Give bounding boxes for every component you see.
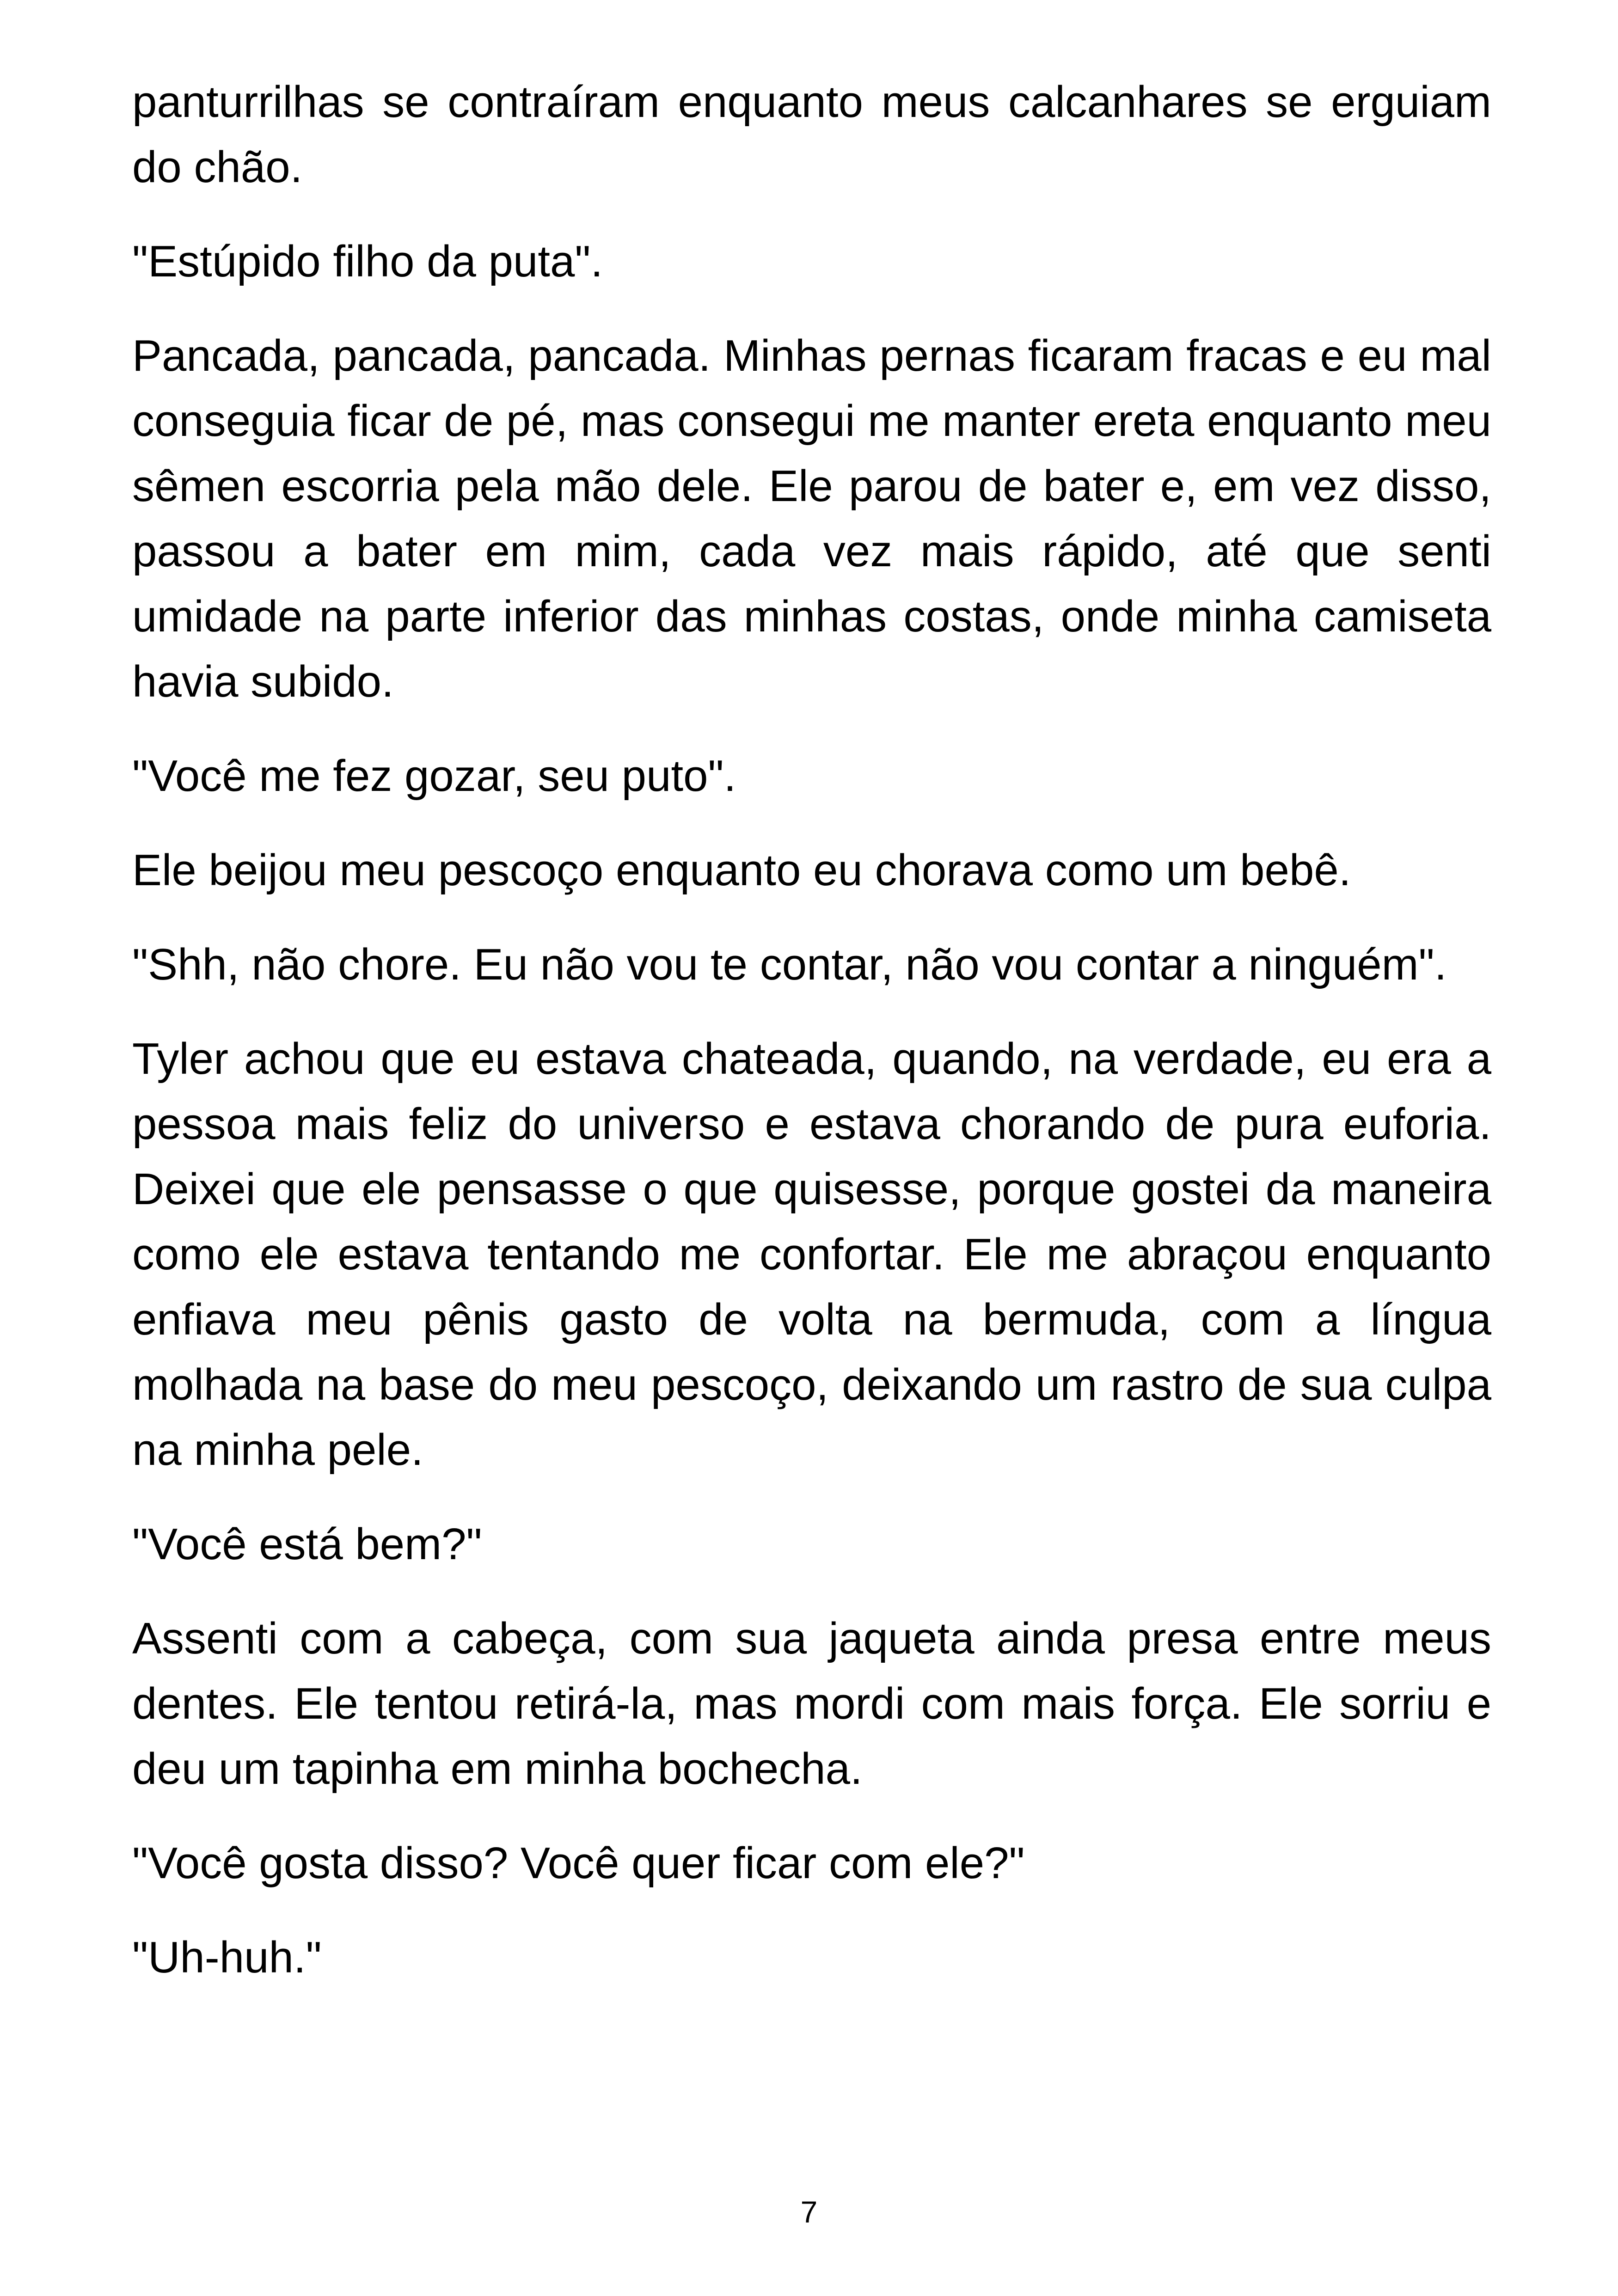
paragraph: Tyler achou que eu estava chateada, quando, na verdade, eu era a pessoa mais feliz do universo e estava chorando de pura euforia. Deixei que ele pensasse o que quisesse, porque gostei da maneira como ele estava tentando me confortar. Ele me abraçou enquanto enfiava meu pênis gasto de volta na bermuda, com a língua molhada na base do meu pescoço, deixando um rastro de sua culpa na minha pele. xyxy=(132,1034,1491,1475)
body-text xyxy=(132,69,1491,2019)
paragraph: "Estúpido filho da puta". xyxy=(132,237,603,286)
paragraph: "Você está bem?" xyxy=(132,1519,482,1569)
paragraph: Assenti com a cabeça, com sua jaqueta ainda presa entre meus dentes. Ele tentou retirá-la, mas mordi com mais força. Ele sorriu e deu um tapinha em minha bochecha. xyxy=(132,1614,1491,1794)
paragraph: Pancada, pancada, pancada. Minhas pernas ficaram fracas e eu mal conseguia ficar de pé, mas consegui me manter ereta enquanto meu sêmen escorria pela mão dele. Ele parou de bater e, em vez disso, passou a bater em mim, cada vez mais rápido, até que senti umidade na parte inferior das minhas costas, onde minha camiseta havia subido. xyxy=(132,331,1491,706)
paragraph: "Uh-huh." xyxy=(132,1933,322,1982)
paragraph: panturrilhas se contraíram enquanto meus calcanhares se erguiam do chão. xyxy=(132,77,1491,192)
page-number: 7 xyxy=(800,2195,818,2229)
paragraph: "Shh, não chore. Eu não vou te contar, não vou contar a ninguém". xyxy=(132,940,1447,989)
paragraph: "Você gosta disso? Você quer ficar com ele?" xyxy=(132,1838,1025,1888)
paragraph: Ele beijou meu pescoço enquanto eu chorava como um bebê. xyxy=(132,845,1351,895)
paragraph: "Você me fez gozar, seu puto". xyxy=(132,751,736,801)
